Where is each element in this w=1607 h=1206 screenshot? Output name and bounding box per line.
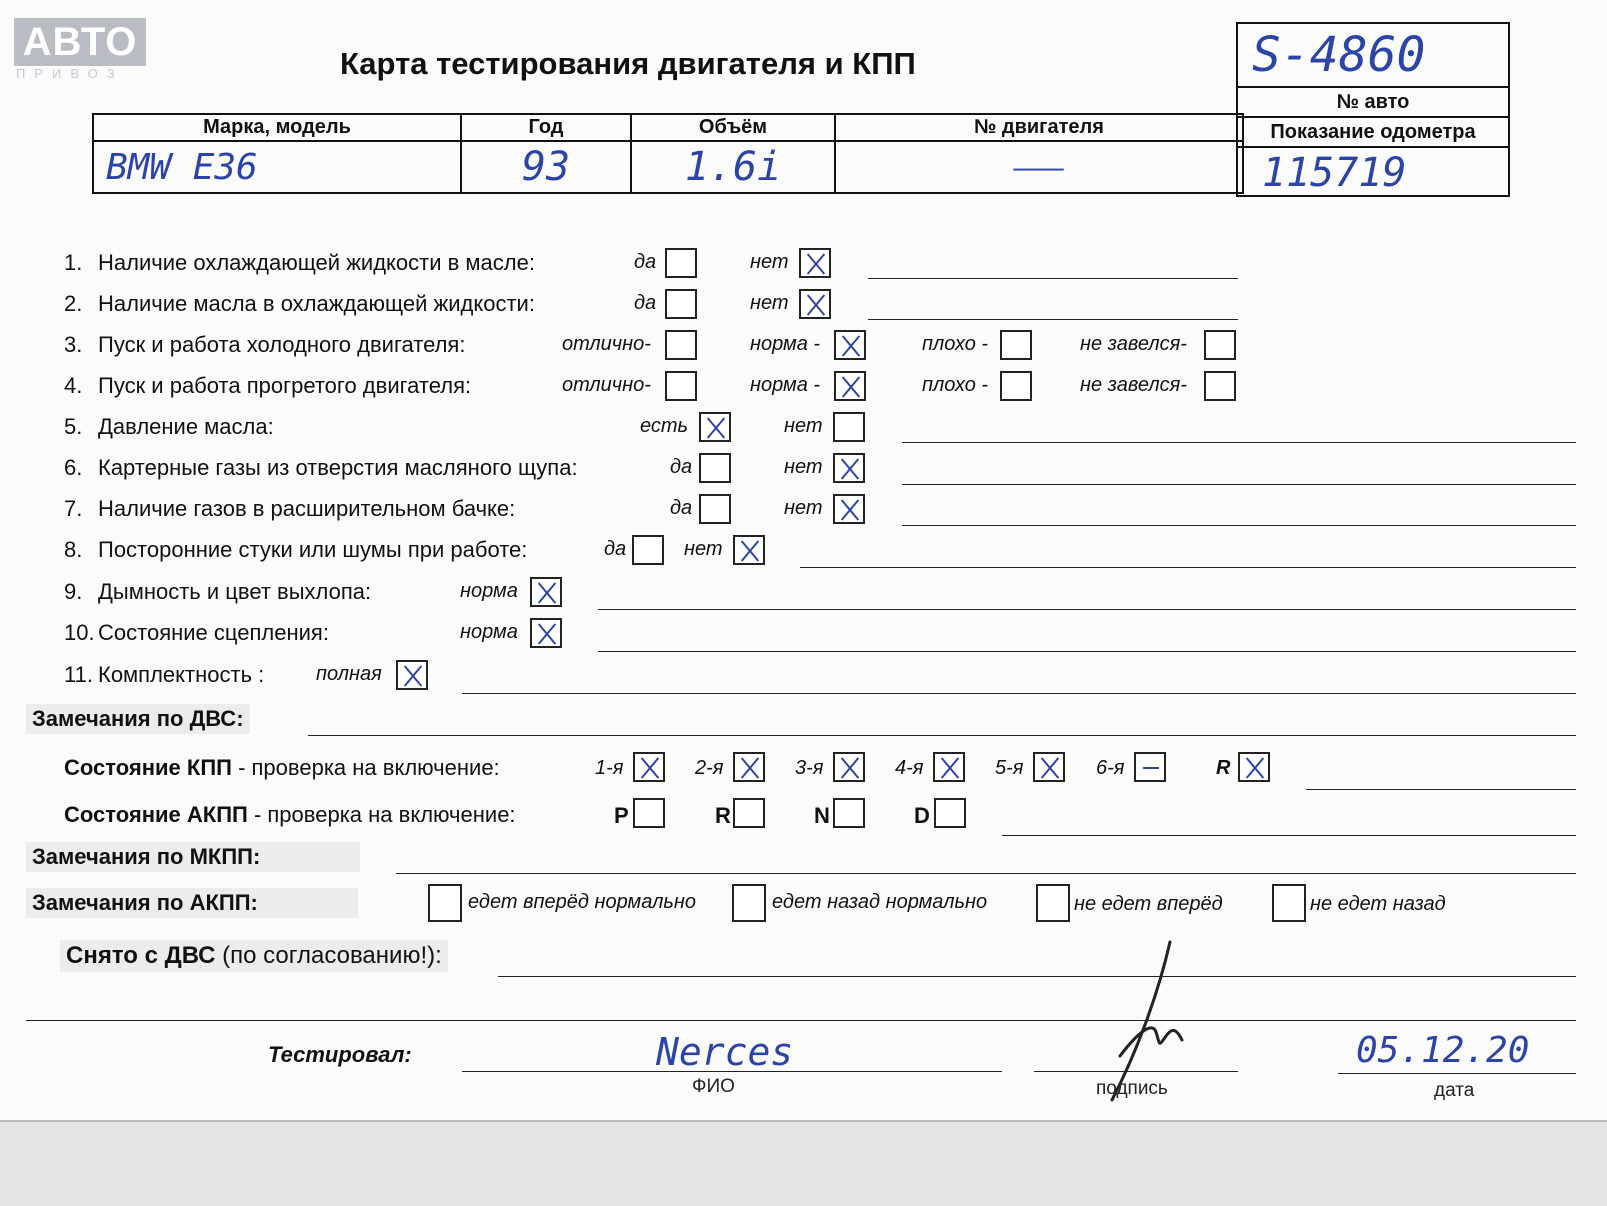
item-number: 3. (64, 332, 83, 357)
option-label: нет (750, 292, 789, 314)
checkbox-normal[interactable] (834, 330, 866, 360)
brand-logo-subtitle: ПРИВОЗ (16, 66, 124, 81)
checkbox-net[interactable] (799, 289, 831, 319)
column-header-engine-no: № двигателя (835, 114, 1243, 141)
checkbox-excellent[interactable] (665, 371, 697, 401)
checkbox-mode-p[interactable] (633, 798, 665, 828)
akpp-subtitle: - проверка на включение: (247, 802, 516, 827)
checkbox-gear-3[interactable] (833, 752, 865, 782)
option-label: норма (460, 580, 518, 602)
tested-by-label: Тестировал: (268, 1042, 412, 1067)
remark-line[interactable] (868, 278, 1238, 279)
item-number: 6. (64, 455, 83, 480)
option-label: есть (640, 415, 689, 437)
option-label: нет (750, 251, 789, 273)
item-label: Состояние сцепления: (98, 620, 329, 645)
akpp-check-label (64, 802, 516, 828)
option-label: плохо - (922, 374, 989, 396)
option-label: не завелся- (1080, 333, 1187, 355)
mkpp-remarks-label: Замечания по МКПП: (26, 842, 360, 872)
checkbox-not-started[interactable] (1204, 371, 1236, 401)
remark-line[interactable] (902, 525, 1576, 526)
checkbox-da[interactable] (665, 248, 697, 278)
checkbox-gear-2[interactable] (733, 752, 765, 782)
kpp-subtitle: - проверка на включение: (231, 755, 500, 780)
signature-line[interactable] (1034, 1071, 1238, 1072)
option-label: не едет вперёд (1074, 893, 1223, 915)
akpp-title: Состояние АКПП (64, 802, 248, 827)
checkbox-no-reverse[interactable] (1272, 884, 1306, 922)
volume-value: 1.6i (631, 141, 835, 193)
checkbox-gear-r[interactable] (1238, 752, 1270, 782)
option-label: плохо - (922, 333, 989, 355)
item-label: Пуск и работа прогретого двигателя: (98, 373, 472, 398)
remark-line[interactable] (902, 442, 1576, 443)
checkbox-normal[interactable] (530, 577, 562, 607)
date-line[interactable] (1338, 1073, 1576, 1074)
item-number: 8. (64, 537, 83, 562)
checkbox-da[interactable] (632, 535, 664, 565)
year-value: 93 (461, 141, 631, 193)
gear-label: 2-я (695, 757, 724, 779)
removed-title: Снято с ДВС (66, 942, 216, 969)
item-label: Наличие охлаждающей жидкости в масле: (98, 250, 535, 275)
tester-name[interactable]: Nerces (656, 1030, 794, 1074)
option-label: едет назад нормально (772, 891, 988, 913)
item-label: Наличие масла в охлаждающей жидкости: (98, 291, 535, 316)
column-header-volume: Объём (631, 114, 835, 141)
gear-label: 4-я (895, 757, 924, 779)
option-label: норма - (750, 333, 821, 355)
option-label: да (634, 292, 657, 314)
mode-label: D (914, 803, 930, 828)
separator-line (26, 1020, 1576, 1021)
option-label: полная (316, 663, 382, 685)
car-number-box (1236, 22, 1510, 197)
option-label: да (670, 497, 693, 519)
checkbox-complete[interactable] (396, 660, 428, 690)
checkbox-mode-d[interactable] (934, 798, 966, 828)
make-model-value: BMW E36 (93, 141, 461, 193)
option-label: да (634, 251, 657, 273)
checkbox-net[interactable] (733, 535, 765, 565)
kpp-remarks-line[interactable] (1306, 789, 1576, 790)
checkbox-normal[interactable] (834, 371, 866, 401)
removed-note: (по согласованию!): (215, 942, 442, 969)
checkbox-excellent[interactable] (665, 330, 697, 360)
option-label: едет вперёд нормально (468, 891, 697, 913)
car-number-label: № авто (1238, 88, 1508, 118)
mode-label: P (614, 803, 629, 828)
name-caption: ФИО (692, 1076, 735, 1097)
akpp-remarks-line[interactable] (1002, 835, 1576, 836)
checkbox-bad[interactable] (1000, 330, 1032, 360)
item-label: Картерные газы из отверстия масляного щупа: (98, 455, 578, 480)
item-number: 7. (64, 496, 83, 521)
option-label: да (670, 456, 693, 478)
option-label: не завелся- (1080, 374, 1187, 396)
remark-line[interactable] (902, 484, 1576, 485)
vehicle-info-table (92, 113, 1244, 194)
mode-label: N (814, 803, 830, 828)
option-label: норма (460, 621, 518, 643)
checkbox-normal[interactable] (530, 618, 562, 648)
akpp-remarks-label: Замечания по АКПП: (26, 888, 358, 918)
option-label: да (604, 538, 627, 560)
option-label: норма - (750, 374, 821, 396)
checkbox-bad[interactable] (1000, 371, 1032, 401)
item-label: Пуск и работа холодного двигателя: (98, 332, 466, 357)
mode-label: R (715, 803, 731, 828)
gear-label: 6-я (1096, 757, 1125, 779)
kpp-check-label (64, 755, 500, 781)
checkbox-net[interactable] (833, 453, 865, 483)
checkbox-net[interactable] (799, 248, 831, 278)
checkbox-mode-r[interactable] (733, 798, 765, 828)
page-title: Карта тестирования двигателя и КПП (340, 46, 916, 81)
mkpp-remarks-line[interactable] (396, 873, 1576, 874)
checkbox-yes[interactable] (699, 412, 731, 442)
item-number: 11. (64, 662, 93, 687)
item-number: 1. (64, 250, 83, 275)
column-header-year: Год (461, 114, 631, 141)
item-label: Посторонние стуки или шумы при работе: (98, 537, 528, 562)
checkbox-da[interactable] (699, 453, 731, 483)
option-label: нет (784, 456, 823, 478)
option-label: нет (784, 415, 823, 437)
checkbox-da[interactable] (699, 494, 731, 524)
item-number: 4. (64, 373, 83, 398)
car-number-value: S-4860 (1238, 24, 1508, 88)
checkbox-gear-1[interactable] (633, 752, 665, 782)
odometer-value: 115719 (1262, 150, 1407, 196)
gear-label: 1-я (595, 757, 624, 779)
checkbox-reverse-ok[interactable] (732, 884, 766, 922)
signature-caption: подпись (1096, 1078, 1168, 1099)
item-label: Комплектность : (98, 662, 265, 687)
odometer-label: Показание одометра (1238, 118, 1508, 148)
item-number: 10. (64, 620, 95, 645)
kpp-title: Состояние КПП (64, 755, 232, 780)
option-label: нет (684, 538, 723, 560)
remark-line[interactable] (598, 609, 1576, 610)
option-label: нет (784, 497, 823, 519)
column-header-make-model: Марка, модель (93, 114, 461, 141)
removed-from-dvs-label (60, 940, 448, 972)
checkbox-forward-ok[interactable] (428, 884, 462, 922)
remark-line[interactable] (462, 693, 1576, 694)
option-label: отлично- (562, 333, 651, 355)
name-line[interactable] (462, 1071, 1002, 1072)
item-label: Наличие газов в расширительном бачке: (98, 496, 516, 521)
checkbox-no-forward[interactable] (1036, 884, 1070, 922)
item-label: Дымность и цвет выхлопа: (98, 579, 372, 604)
test-date[interactable]: 05.12.20 (1356, 1030, 1530, 1071)
remark-line[interactable] (868, 319, 1238, 320)
engine-no-value: ——— (835, 141, 1243, 193)
checkbox-da[interactable] (665, 289, 697, 319)
item-label: Давление масла: (98, 414, 274, 439)
date-caption: дата (1434, 1080, 1475, 1101)
checkbox-net[interactable] (833, 494, 865, 524)
option-label: отлично- (562, 374, 651, 396)
option-label: не едет назад (1310, 893, 1446, 915)
remark-line[interactable] (598, 651, 1576, 652)
item-number: 5. (64, 414, 83, 439)
item-number: 9. (64, 579, 83, 604)
remark-line[interactable] (800, 567, 1576, 568)
brand-logo: АВТО (14, 18, 146, 66)
checkbox-gear-4[interactable] (933, 752, 965, 782)
checkbox-no[interactable] (833, 412, 865, 442)
checkbox-gear-5[interactable] (1033, 752, 1065, 782)
dvs-remarks-label: Замечания по ДВС: (26, 704, 250, 734)
gear-label: 5-я (995, 757, 1024, 779)
checkbox-mode-n[interactable] (833, 798, 865, 828)
gear-label: 3-я (795, 757, 824, 779)
item-number: 2. (64, 291, 83, 316)
checkbox-not-started[interactable] (1204, 330, 1236, 360)
checkbox-gear-6[interactable] (1134, 752, 1166, 782)
gear-label: R (1216, 757, 1231, 779)
removed-from-dvs-line[interactable] (498, 976, 1576, 977)
dvs-remarks-line[interactable] (308, 735, 1576, 736)
